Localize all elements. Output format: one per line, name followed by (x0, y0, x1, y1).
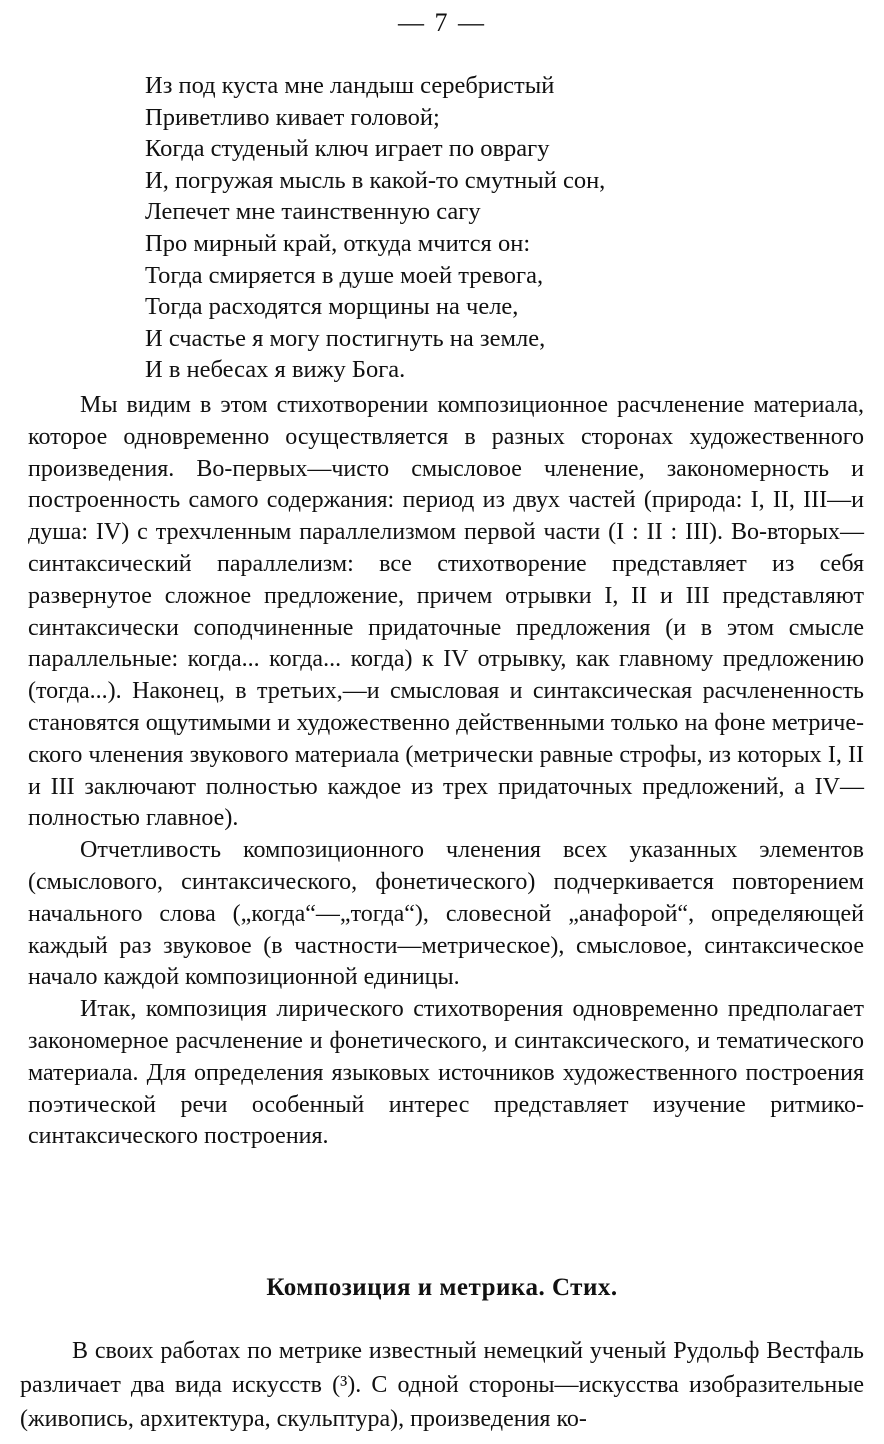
poem-line: И в небесах я вижу Бога. (145, 356, 406, 384)
page-number: — 7 — (398, 8, 486, 37)
paragraph: Мы видим в этом стихотворении композиционное расчленение материала, которое одновременно осуществляется в разных сторонах художественного произведения. Во-первых—чисто смысловое членение, закономерность и построенность самого содержания: период из двух частей (природа: I, II, III—и душа: IV) с трехчленным параллелизмом первой части (I : II : III). Во-вторых—синтаксический параллелизм: все стихотворение представляет из себя развернутое сложное предложение, причем отрывки I, II и III представляют синтаксически соподчиненные придаточные предложения (и в этом смысле параллельные: когда... когда... когда) к IV отрывку, как главному предложению (тогда...). Наконец, в третьих,—и смысловая и синтаксическая расчлененность становятся ощутимыми и художественно действенными только на фоне метрического членения звукового материала (метрически равные строфы, из которых I, II и III заключают полностью каждое из трех придаточных предложений, а IV—полностью главное). (28, 392, 865, 832)
paragraph: В своих работах по метрике известный немецкий ученый Рудольф Вестфаль различает два вида искусств (³). С одной стороны—искусства изобразительные (живопись, архитектура, скульптура), произведения ко- (20, 1338, 864, 1432)
poem-line: Лепечет мне таинственную сагу (145, 198, 481, 226)
poem-line: Тогда расходятся морщины на челе, (145, 293, 519, 321)
poem-line: Приветливо кивает головой; (145, 103, 440, 131)
poem-stanza (145, 70, 605, 386)
poem-line: И, погружая мысль в какой-то смутный сон, (145, 166, 606, 194)
poem-line: Тогда смиряется в душе моей тревога, (145, 261, 544, 289)
poem-line: Из под куста мне ландыш серебристый (145, 72, 555, 99)
poem-line: Когда студеный ключ играет по оврагу (145, 135, 550, 163)
body-text (28, 390, 864, 1153)
section-heading: Композиция и метрика. Стих. (266, 1274, 618, 1301)
section-paragraph (20, 1334, 864, 1436)
paragraph: Итак, композиция лирического стихотворения одновременно предполагает закономерное расчленение и фонетического, и синтаксического, и тематического материала. Для определения языковых источников художественного построения поэтической речи особенный интерес представляет изучение ритмико-синтаксического построения. (28, 996, 864, 1150)
poem-line: Про мирный край, откуда мчится он: (145, 229, 531, 257)
poem-line: И счастье я могу постигнуть на земле, (145, 324, 546, 352)
paragraph: Отчетливость композиционного членения всех указанных элементов (смыслового, синтаксического, фонетического) подчеркивается повторением начального слова („когда“—„тогда“), словесной „анафорой“, определяющей каждый раз звуковое (в частности—метрическое), смысловое, синтаксическое начало каждой композиционной единицы. (28, 837, 864, 991)
